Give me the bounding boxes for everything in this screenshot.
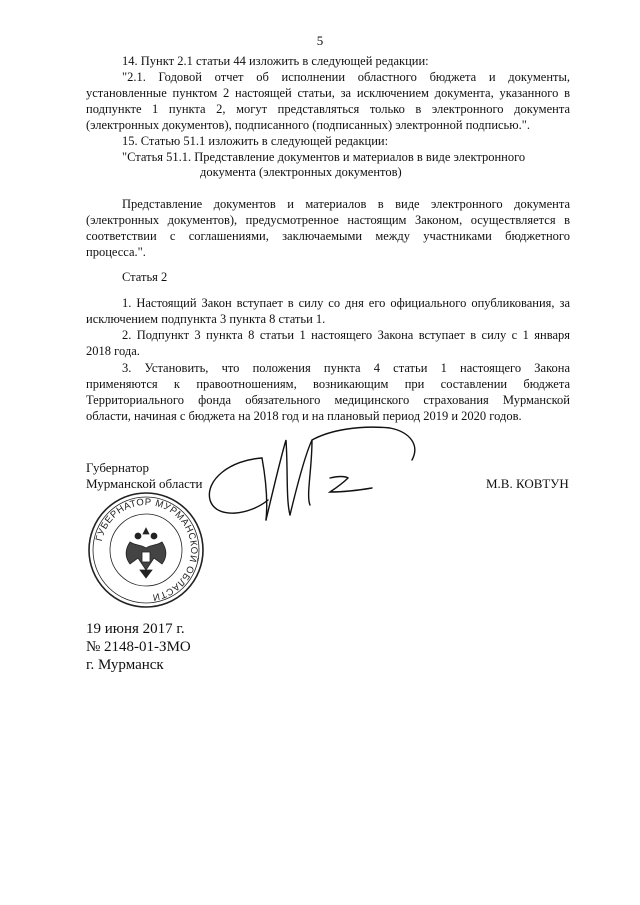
item14-line-1: "2.1. Годовой отчет об исполнении областного бюджета и документы, [122, 70, 570, 84]
item15-body-3: соответствии с соглашениями, заключаемыми между участниками бюджетного [86, 229, 570, 243]
article2-p1-line-2: исключением подпункта 3 пункта 8 статьи 1. [86, 312, 326, 326]
item15-body-1: Представление документов и материалов в виде электронного документа [122, 197, 570, 211]
item15-heading-2: документа (электронных документов) [200, 165, 402, 179]
seal-text: ГУБЕРНАТОР МУРМАНСКОЙ ОБЛАСТИ [93, 496, 200, 603]
article2-p2-line-2: 2018 года. [86, 344, 140, 358]
document-city: г. Мурманск [86, 657, 164, 673]
official-seal [86, 490, 206, 610]
item14-line-4: (электронных документов), подписанного (подписанных) электронной подписью.". [86, 118, 530, 132]
signatory-title-2: Мурманской области [86, 476, 203, 491]
article2-p3-line-4: области, начиная с бюджета на 2018 год и на плановый период 2019 и 2020 годов. [86, 409, 522, 423]
item14-line-3: подпункте 1 пункта 2, могут представляться только в электронного документа [86, 102, 570, 116]
article2-p2-line-1: 2. Подпункт 3 пункта 8 статьи 1 настоящего Закона вступает в силу с 1 января [122, 328, 570, 342]
document-number: № 2148-01-ЗМО [86, 639, 191, 655]
item14-line-2: установленные пунктом 2 настоящей статьи, за исключением документа, указанного в [86, 86, 570, 100]
article2-p3-line-1: 3. Установить, что положения пункта 4 статьи 1 настоящего Закона [122, 361, 570, 375]
article2-p3-line-2: применяются к правоотношениям, возникающим при составлении бюджета [86, 377, 570, 391]
page-number: 5 [316, 33, 324, 48]
article2-p3-line-3: Территориального фонда обязательного медицинского страхования Мурманской [86, 393, 570, 407]
item15-body-4: процесса.". [86, 245, 146, 259]
item15-body-2: (электронных документов), предусмотренное настоящим Законом, осуществляется в [86, 213, 570, 227]
document-date: 19 июня 2017 г. [86, 621, 185, 637]
article2-title: Статья 2 [122, 270, 168, 284]
item14-intro: 14. Пункт 2.1 статьи 44 изложить в следующей редакции: [122, 54, 429, 68]
item15-heading-1: "Статья 51.1. Представление документов и материалов в виде электронного [122, 150, 526, 164]
article2-p1-line-1: 1. Настоящий Закон вступает в силу со дня его официального опубликования, за [122, 296, 570, 310]
signatory-name: М.В. КОВТУН [486, 476, 569, 491]
item15-intro: 15. Статью 51.1 изложить в следующей редакции: [122, 134, 389, 148]
signatory-title-1: Губернатор [86, 460, 149, 475]
